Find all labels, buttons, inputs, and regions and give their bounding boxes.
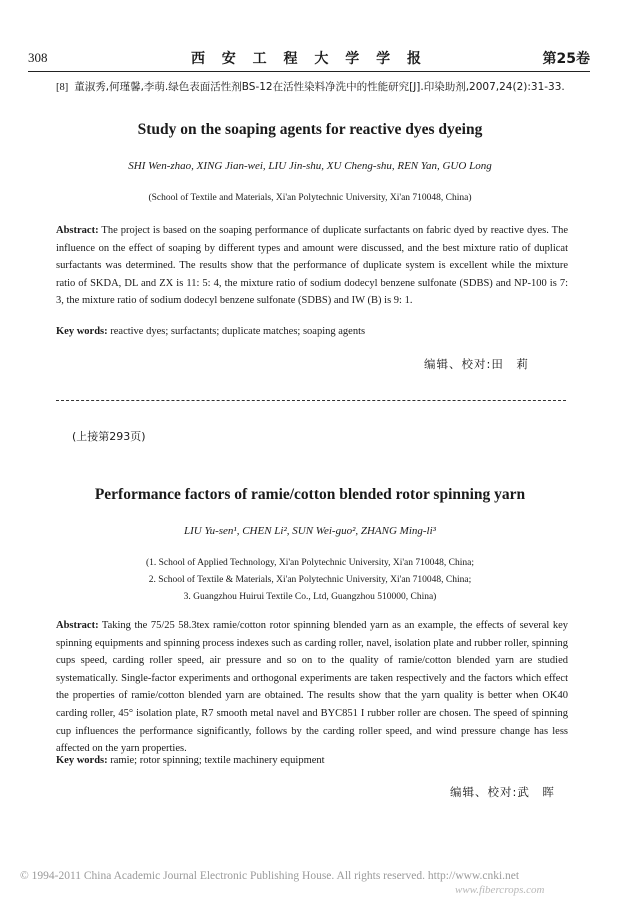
reference-number: [8] [56,82,69,93]
reference-text: 董淑秀,何瑾馨,李萌.绿色表面活性剂BS-12在活性染料净洗中的性能研究[J].印染助剂,2007,24(2):31-33. [74,81,565,93]
article2-authors: LIU Yu-sen¹, CHEN Li², SUN Wei-guo², ZHANG Ming-li³ [184,525,436,537]
page-header [28,48,590,68]
volume-label: 第25卷 [542,51,590,67]
watermark: www.fibercrops.com [455,884,545,896]
article2-title: Performance factors of ramie/cotton blended rotor spinning yarn [94,486,526,503]
article1-affiliation: (School of Textile and Materials, Xi'an Polytechnic University, Xi'an 710048, China) [148,193,472,203]
article2-abstract [56,617,568,758]
affiliation-line: 2. School of Textile & Materials, Xi'an Polytechnic University, Xi'an 710048, China; [148,575,472,585]
affiliation-line: 3. Guangzhou Huirui Textile Co., Ltd, Guangzhou 510000, China) [183,592,437,602]
header-rule [28,71,590,72]
affiliation-line: (1. School of Applied Technology, Xi'an Polytechnic University, Xi'an 710048, China; [145,558,474,568]
keywords-text: reactive dyes; surfactants; duplicate matches; soaping agents [110,326,366,337]
article2-editor: 编辑、校对:武 晖 [450,785,555,799]
article2-affiliations [0,555,620,606]
article1-keywords [56,326,568,337]
section-divider [56,400,566,401]
journal-name: 西 安 工 程 大 学 学 报 [190,51,428,67]
keywords-label: Key words: [56,326,108,337]
keywords-text: ramie; rotor spinning; textile machinery equipment [110,755,325,766]
article1-abstract [56,222,568,310]
abstract-label: Abstract: [56,620,99,631]
copyright-footer: © 1994-2011 China Academic Journal Electronic Publishing House. All rights reserved. http://www.cnki.net [20,870,520,882]
page-number: 308 [28,50,48,65]
article1-authors: SHI Wen-zhao, XING Jian-wei, LIU Jin-shu, XU Cheng-shu, REN Yan, GUO Long [128,160,492,172]
abstract-text: Taking the 75/25 58.3tex ramie/cotton rotor spinning blended yarn as an example, the effects of several key spinning equipments and spinning process indexes such as carding roller, navel, isolation plate and rubber roller, spinning cups speed, carding roller speed, air pressure and so on to the quality of ramie/cotton blended yarn are studied systematically. Single-factor experiments and orthogonal experiments are taken respectively and the factors which effect the properties of ramie/cotton blended yarn are obtained. The results show that the yarn quality is better when OK40 carding roller, 45° isolation plate, R7 smooth metal navel and BYC851 I rubber roller are chosen. The speed of spinning cup influences the performance significantly, follows by the carding roller speed, and wind pressure change has less affected on the yarn properties. [56,620,568,755]
abstract-label: Abstract: [56,225,99,236]
abstract-text: The project is based on the soaping performance of duplicate surfactants on fabric dyed by reactive dyes. The influence on the effect of soaping by different types and amount were discussed, and the best mixture ratio of duplicat surfactants was determined. The results show that the performance of duplicate system is excellent while the mixture ratio of SKDA, DL and ZX is 11: 5: 4, the mixture ratio of sodium dodecyl benzene sulfonate (SDBS) and NP-100 is 7: 3, the mixture ratio of sodium dodecyl benzene sulfonate (SDBS) and IW (B) is 9: 1. [56,225,569,307]
continued-note: (上接第293页) [72,430,146,443]
reference-entry [56,79,596,94]
article1-title: Study on the soaping agents for reactive dyes dyeing [137,121,483,138]
keywords-label: Key words: [56,755,108,766]
article1-editor: 编辑、校对:田 莉 [424,357,529,371]
article2-keywords [56,755,568,766]
